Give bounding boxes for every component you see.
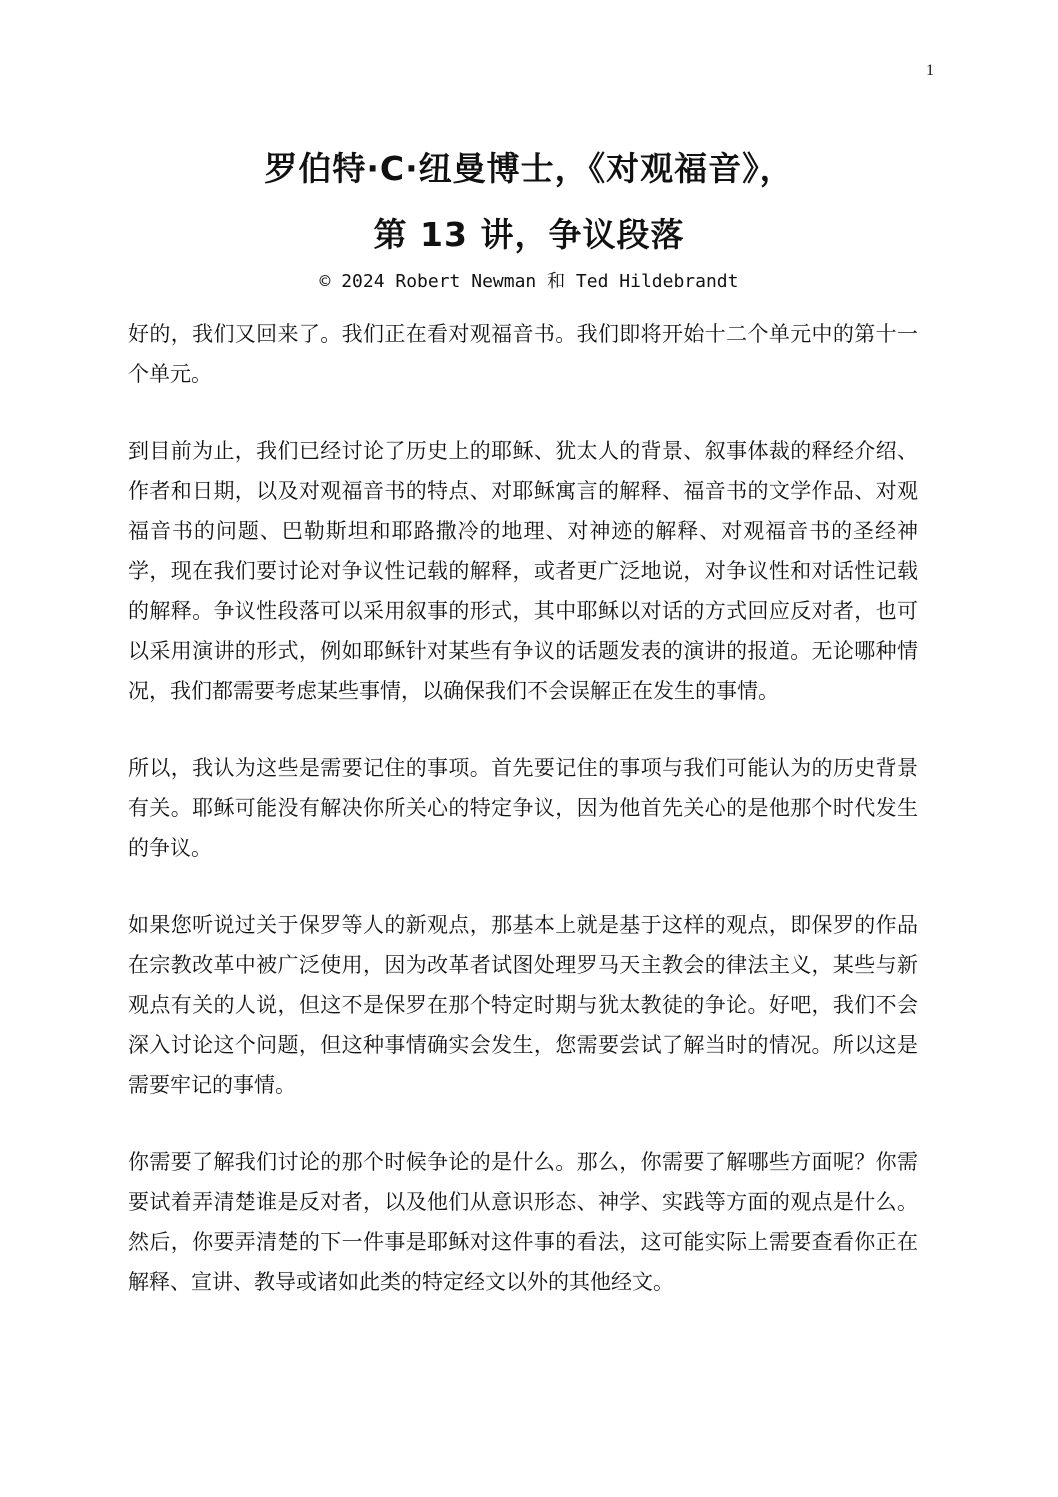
- paragraph: 好的，我们又回来了。我们正在看对观福音书。我们即将开始十二个单元中的第十一个单元。: [128, 322, 918, 386]
- paragraph: 如果您听说过关于保罗等人的新观点，那基本上就是基于这样的观点，即保罗的作品在宗教改革中被广泛使用，因为改革者试图处理罗马天主教会的律法主义，某些与新观点有关的人说，但这不是保罗在那个特定时期与犹太教徒的争论。好吧，我们不会深入讨论这个问题，但这种事情确实会发生，您需要尝试了解当时的情况。所以这是需要牢记的事情。: [128, 913, 918, 1097]
- paragraph: 到目前为止，我们已经讨论了历史上的耶稣、犹太人的背景、叙事体裁的释经介绍、作者和日期，以及对观福音书的特点、对耶稣寓言的解释、福音书的文学作品、对观福音书的问题、巴勒斯坦和耶路撒冷的地理、对神迹的解释、对观福音书的圣经神学，现在我们要讨论对争议性记载的解释，或者更广泛地说，对争议性和对话性记载的解释。争议性段落可以采用叙事的形式，其中耶稣以对话的方式回应反对者，也可以采用演讲的形式，例如耶稣针对某些有争议的话题发表的演讲的报道。无论哪种情况，我们都需要考虑某些事情，以确保我们不会误解正在发生的事情。: [128, 439, 918, 703]
- page-title-line-1: 罗伯特·C·纽曼博士，《对观福音》，: [264, 149, 794, 188]
- page-number: 1: [926, 62, 934, 79]
- page-title-line-2: 第 13 讲，争议段落: [373, 215, 685, 254]
- document-body: [128, 314, 918, 1339]
- paragraph: 你需要了解我们讨论的那个时候争论的是什么。那么，你需要了解哪些方面呢？你需要试着弄清楚谁是反对者，以及他们从意识形态、神学、实践等方面的观点是什么。然后，你要弄清楚的下一件事是耶稣对这件事的看法，这可能实际上需要查看你正在解释、宣讲、教导或诸如此类的特定经文以外的其他经文。: [128, 1150, 918, 1294]
- paragraph: 所以，我认为这些是需要记住的事项。首先要记住的事项与我们可能认为的历史背景有关。耶稣可能没有解决你所关心的特定争议，因为他首先关心的是他那个时代发生的争议。: [128, 756, 918, 860]
- title-block: [0, 136, 1058, 294]
- copyright-notice: © 2024 Robert Newman 和 Ted Hildebrandt: [319, 271, 739, 292]
